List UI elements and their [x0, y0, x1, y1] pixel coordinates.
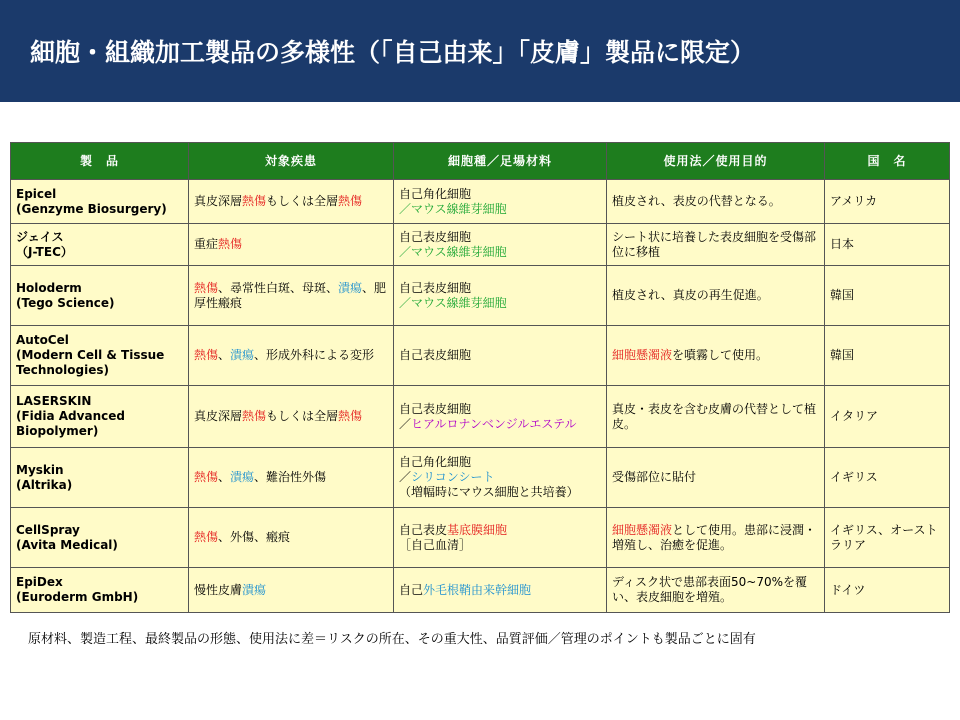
cell-text: ／: [399, 470, 412, 484]
cell-text: もしくは全層: [266, 409, 339, 423]
highlight-text: 外毛根鞘由来幹細胞: [423, 582, 532, 597]
product-cell: [11, 266, 189, 326]
cell-text: 自己角化細胞: [399, 455, 472, 469]
product-name-line: ジェイス: [16, 229, 64, 244]
cells-line: [399, 281, 601, 296]
highlight-text: 熱傷: [194, 470, 219, 484]
country-cell: 日本: [825, 224, 950, 266]
cell-text: （増幅時にマウス細胞と共培養）: [399, 485, 579, 499]
products-table: [10, 142, 950, 613]
cells-cell: [394, 224, 607, 266]
cell-text: 真皮深層: [194, 194, 243, 208]
cells-line: [399, 202, 601, 217]
cell-text: 慢性皮膚: [194, 582, 243, 597]
cell-text: 真皮深層: [194, 409, 243, 423]
highlight-text: ヒアルロナンベンジルエステル: [411, 416, 577, 431]
cell-text: として使用。患部に浸潤・増殖し、治癒を促進。: [612, 522, 817, 552]
country-cell: アメリカ: [825, 180, 950, 224]
product-name-line: (Fidia Advanced: [16, 409, 125, 423]
cell-text: ディスク状で患部表面50~70%を覆い、表皮細胞を増殖。: [612, 575, 808, 604]
table-row: [11, 386, 950, 448]
cells-cell: [394, 266, 607, 326]
cell-text: 自己表皮細胞: [399, 348, 472, 362]
highlight-text: マウス線維芽細胞: [411, 295, 507, 310]
product-name-line: (Tego Science): [16, 295, 115, 310]
cell-text: 自己表皮: [399, 522, 448, 537]
highlight-text: 細胞懸濁液: [612, 348, 673, 362]
cells-line: [399, 402, 601, 417]
product-cell: [11, 448, 189, 508]
highlight-text: 細胞懸濁液: [612, 522, 673, 537]
highlight-text: ／: [399, 295, 412, 310]
cells-line: [399, 230, 601, 245]
cells-line: [399, 187, 601, 202]
highlight-text: 熱傷: [338, 409, 363, 423]
title-bar: [0, 0, 960, 102]
usage-cell: [607, 508, 825, 568]
highlight-text: 潰瘍: [338, 280, 363, 295]
cell-text: 自己表皮細胞: [399, 280, 472, 295]
cells-cell: [394, 180, 607, 224]
cell-text: 植皮され、表皮の代替となる。: [612, 194, 781, 208]
product-name-line: (Altrika): [16, 477, 73, 492]
cell-text: 、外傷、瘢痕: [218, 530, 291, 544]
cells-line: [399, 417, 601, 432]
disease-cell: [189, 386, 394, 448]
cell-text: 、形成外科による変形: [254, 348, 375, 362]
highlight-text: マウス線維芽細胞: [411, 201, 507, 216]
highlight-text: シリコンシート: [411, 470, 495, 484]
cell-text: 自己表皮細胞: [399, 401, 472, 416]
cell-text: を噴霧して使用。: [672, 348, 769, 362]
header-disease: 対象疾患: [189, 143, 394, 180]
product-name-line: （J-TEC）: [16, 244, 73, 259]
disease-cell: [189, 266, 394, 326]
product-name-line: Epicel: [16, 186, 57, 201]
footer-note: 原材料、製造工程、最終製品の形態、使用法に差＝リスクの所在、その重大性、品質評価／管理のポイントも製品ごとに固有: [28, 632, 756, 647]
disease-cell: [189, 448, 394, 508]
cell-text: 自己: [399, 582, 424, 597]
cells-line: [399, 583, 601, 598]
country-cell: ドイツ: [825, 568, 950, 613]
cells-line: [399, 470, 601, 485]
cells-line: [399, 455, 601, 470]
cell-text: シート状に培養した表皮細胞を受傷部位に移植: [612, 229, 817, 259]
highlight-text: 熱傷: [242, 409, 267, 423]
usage-cell: [607, 448, 825, 508]
header-country: 国 名: [825, 143, 950, 180]
product-name-line: (Avita Medical): [16, 537, 118, 552]
highlight-text: 熱傷: [194, 530, 219, 544]
highlight-text: 潰瘍: [230, 348, 255, 362]
usage-cell: [607, 326, 825, 386]
cells-line: [399, 538, 601, 553]
cell-text: 自己表皮細胞: [399, 229, 472, 244]
cells-cell: [394, 326, 607, 386]
table-row: [11, 508, 950, 568]
disease-cell: [189, 568, 394, 613]
product-cell: [11, 386, 189, 448]
table-row: [11, 326, 950, 386]
product-name-line: CellSpray: [16, 522, 80, 537]
table-row: [11, 568, 950, 613]
cell-text: 、尋常性白斑、母斑、: [218, 280, 339, 295]
highlight-text: 熱傷: [242, 194, 267, 208]
cells-cell: [394, 508, 607, 568]
slide-title: 細胞・組織加工製品の多様性（「自己由来」「皮膚」製品に限定）: [30, 38, 756, 67]
disease-cell: [189, 326, 394, 386]
product-name-line: AutoCel: [16, 333, 69, 347]
cell-text: ［自己血清］: [399, 537, 472, 552]
cell-text: 自己角化細胞: [399, 186, 472, 201]
product-name-line: (Genzyme Biosurgery): [16, 201, 167, 216]
cells-line: [399, 245, 601, 260]
country-cell: イギリス: [825, 448, 950, 508]
cells-line: [399, 485, 601, 500]
usage-cell: [607, 568, 825, 613]
header-cells: 細胞種／足場材料: [394, 143, 607, 180]
table-row: [11, 224, 950, 266]
product-cell: [11, 180, 189, 224]
disease-cell: [189, 180, 394, 224]
highlight-text: マウス線維芽細胞: [411, 244, 507, 259]
table-row: [11, 448, 950, 508]
highlight-text: ／: [399, 201, 412, 216]
usage-cell: [607, 224, 825, 266]
cells-cell: [394, 386, 607, 448]
product-cell: [11, 568, 189, 613]
usage-cell: [607, 386, 825, 448]
table-header-row: [11, 143, 950, 180]
product-name-line: Technologies): [16, 363, 109, 377]
product-name-line: Myskin: [16, 462, 64, 477]
disease-cell: [189, 224, 394, 266]
product-name-line: (Modern Cell & Tissue: [16, 348, 165, 362]
cells-cell: [394, 448, 607, 508]
highlight-text: 基底膜細胞: [447, 522, 508, 537]
country-cell: イギリス、オーストラリア: [825, 508, 950, 568]
highlight-text: ／: [399, 244, 412, 259]
cell-text: 植皮され、真皮の再生促進。: [612, 288, 769, 302]
highlight-text: 熱傷: [338, 194, 363, 208]
header-product: 製 品: [11, 143, 189, 180]
cell-text: 、肥厚性瘢痕: [194, 280, 387, 310]
highlight-text: 潰瘍: [242, 582, 267, 597]
highlight-text: 潰瘍: [230, 470, 255, 484]
cell-text: 、: [218, 470, 231, 484]
product-name-line: EpiDex: [16, 575, 63, 589]
country-cell: 韓国: [825, 266, 950, 326]
cells-line: [399, 296, 601, 311]
cell-text: 重症: [194, 237, 219, 251]
cell-text: もしくは全層: [266, 194, 339, 208]
cells-line: [399, 348, 601, 363]
country-cell: 韓国: [825, 326, 950, 386]
cell-text: 真皮・表皮を含む皮膚の代替として植皮。: [612, 401, 817, 431]
usage-cell: [607, 180, 825, 224]
table-row: [11, 266, 950, 326]
cell-text: ／: [399, 416, 412, 431]
cell-text: 受傷部位に貼付: [612, 470, 697, 484]
product-name-line: Holoderm: [16, 280, 82, 295]
highlight-text: 熱傷: [218, 237, 243, 251]
product-name-line: LASERSKIN: [16, 394, 92, 408]
product-cell: [11, 224, 189, 266]
cells-line: [399, 523, 601, 538]
product-cell: [11, 508, 189, 568]
product-cell: [11, 326, 189, 386]
country-cell: イタリア: [825, 386, 950, 448]
product-name-line: (Euroderm GmbH): [16, 590, 139, 604]
table-body: [11, 180, 950, 613]
cell-text: 、難治性外傷: [254, 470, 327, 484]
table-row: [11, 180, 950, 224]
cells-cell: [394, 568, 607, 613]
product-name-line: Biopolymer): [16, 424, 99, 438]
header-usage: 使用法／使用目的: [607, 143, 825, 180]
highlight-text: 熱傷: [194, 348, 219, 362]
disease-cell: [189, 508, 394, 568]
highlight-text: 熱傷: [194, 280, 219, 295]
usage-cell: [607, 266, 825, 326]
cell-text: 、: [218, 348, 231, 362]
